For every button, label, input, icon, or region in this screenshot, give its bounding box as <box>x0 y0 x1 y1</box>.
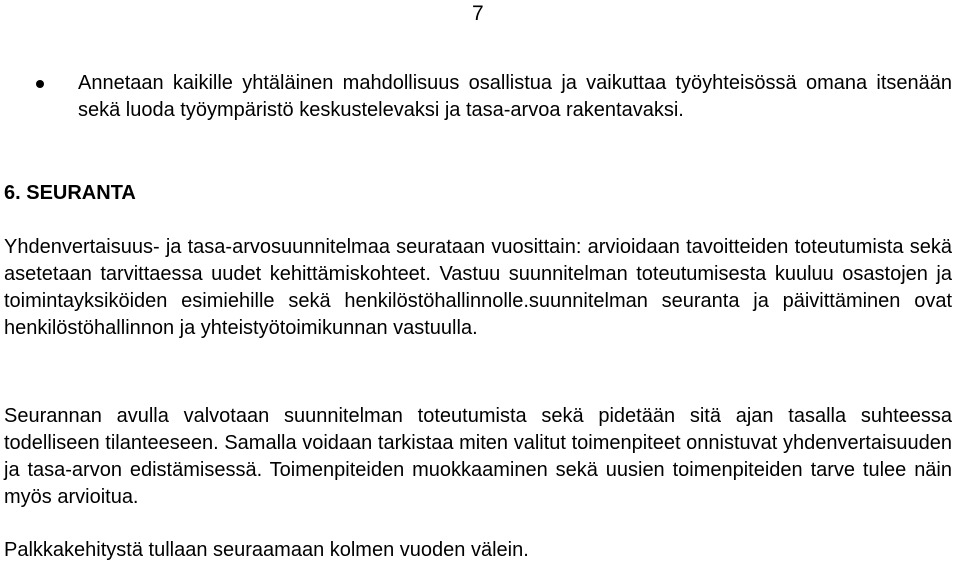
bullet-list-item: Annetaan kaikille yhtäläinen mahdollisuus osallistua ja vaikuttaa työyhteisössä omana itsenään sekä luoda työympäristö keskustelevaksi ja tasa-arvoa rakentavaksi. <box>78 72 952 121</box>
bullet-icon <box>36 80 44 88</box>
section-heading: 6. SEURANTA <box>4 182 136 204</box>
paragraph-follow-up: Seurannan avulla valvotaan suunnitelman toteutumista sekä pidetään sitä ajan tasalla suhteessa todelliseen tilanteeseen. Samalla voidaan tarkistaa miten valitut toimenpiteet onnistuvat yhdenvertaisuuden ja tasa-arvon edistämisessä. Toimenpiteiden muokkaaminen sekä uusien toimenpiteiden tarve tulee näin myös arvioitua. <box>4 405 952 508</box>
paragraph-pay-development: Palkkakehitystä tullaan seuraamaan kolmen vuoden välein. <box>4 539 529 561</box>
paragraph-monitoring: Yhdenvertaisuus- ja tasa-arvosuunnitelmaa seurataan vuosittain: arvioidaan tavoitteiden toteutumista sekä asetetaan tarvittaessa uudet kehittämiskohteet. Vastuu suunnitelman toteutumisesta kuuluu osastojen ja toimintayksiköiden esimiehille sekä henkilöstöhallinnolle.suunnitelman seuranta ja päivittäminen ovat henkilöstöhallinnon ja yhteistyötoimikunnan vastuulla. <box>4 236 952 339</box>
page-number: 7 <box>472 2 484 25</box>
